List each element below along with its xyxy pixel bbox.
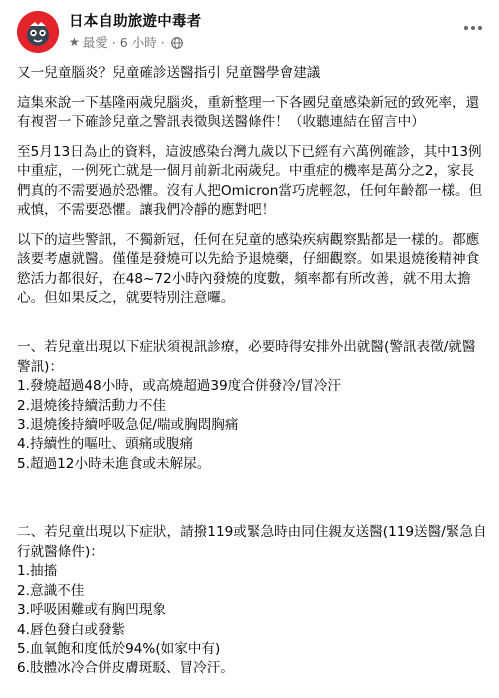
avatar-logo-icon	[17, 11, 59, 53]
post-title: 又一兒童腦炎？兒童確診送醫指引 兒童醫學會建議	[17, 65, 321, 81]
section-2-list	[17, 562, 487, 678]
section-2-list-item: 3.呼吸困難或有胸凹現象	[17, 602, 166, 619]
section-2	[17, 504, 487, 698]
page-avatar[interactable]	[17, 11, 59, 53]
section-1-heading: 一、若兒童出現以下症狀須視訊診療，必要時得安排外出就醫(警訊表徵/就醫警訊)：	[17, 339, 476, 375]
section-1-list	[17, 377, 487, 474]
section-2-list-item: 4.唇色發白或發紫	[17, 621, 126, 638]
post-header	[17, 8, 487, 56]
post-paragraph-1: 這集來說一下基隆兩歲兒腦炎，重新整理一下各國兒童感染新冠的致死率，還有複習一下確診兒童之警訊表徵與送醫條件！（收聽連結在留言中）	[17, 94, 480, 131]
post-timestamp[interactable]: 6 小時	[119, 35, 157, 50]
section-2-list-item: 5.血氧飽和度低於94%(如家中有)	[17, 640, 221, 657]
section-2-heading: 二、若兒童出現以下症狀，請撥119或緊急時由同住親友送醫(119送醫/緊急自行就醫條件)：	[17, 524, 487, 560]
page-name-link[interactable]: 日本自助旅遊中毒者	[69, 14, 202, 30]
separator-dot: ·	[111, 35, 116, 50]
favorite-label: 最愛	[82, 35, 108, 50]
section-2-list-item: 2.意識不佳	[17, 582, 85, 599]
post-paragraph-3: 以下的這些警訊，不獨新冠，任何在兒童的感染疾病觀察點都是一樣的。都應該要考慮就醫。僅僅是發燒可以先給予退燒藥，仔細觀察。如果退燒後精神食慾活力都很好，在48~72小時內發燒的度數，頻率都有所改善，就不用太擔心。但如果反之，就要特別注意囉。	[17, 232, 480, 307]
section-1-list-item: 2.退燒後持續活動力不佳	[17, 397, 166, 414]
post-meta	[69, 13, 201, 51]
more-options-icon[interactable]	[459, 18, 487, 38]
section-1-list-item: 3.退燒後持續呼吸急促/喘或胸悶胸痛	[17, 417, 239, 434]
section-1-list-item: 5.超過12小時未進食或未解尿。	[17, 455, 211, 472]
section-2-list-item: 6.肢體冰冷合併皮膚斑駁、冒冷汗。	[17, 660, 234, 677]
section-1	[17, 319, 487, 494]
section-2-list-item: 1.抽搐	[17, 563, 58, 580]
post-subline	[69, 34, 201, 51]
post-paragraph-2: 至5月13日為止的資料，這波感染台灣九歲以下已經有六萬例確診，其中13例中重症，一例死亡就是一個月前新北兩歲兒。中重症的機率是萬分之2，家長們真的不需要過於恐懼。沒有人把Omicron當巧虎輕忽，任何年齡都一樣。但戒慎，不需要恐懼。讓我們冷靜的應對吧！	[17, 144, 483, 219]
section-1-list-item: 4.持續性的嘔吐、頭痛或腹痛	[17, 436, 194, 453]
globe-icon[interactable]	[171, 37, 183, 49]
star-icon: ★	[69, 35, 80, 49]
section-1-list-item: 1.發燒超過48小時，或高燒超過39度合併發冷/冒冷汗	[17, 378, 342, 395]
post-body	[17, 64, 487, 698]
separator-dot-2: ·	[160, 35, 165, 50]
